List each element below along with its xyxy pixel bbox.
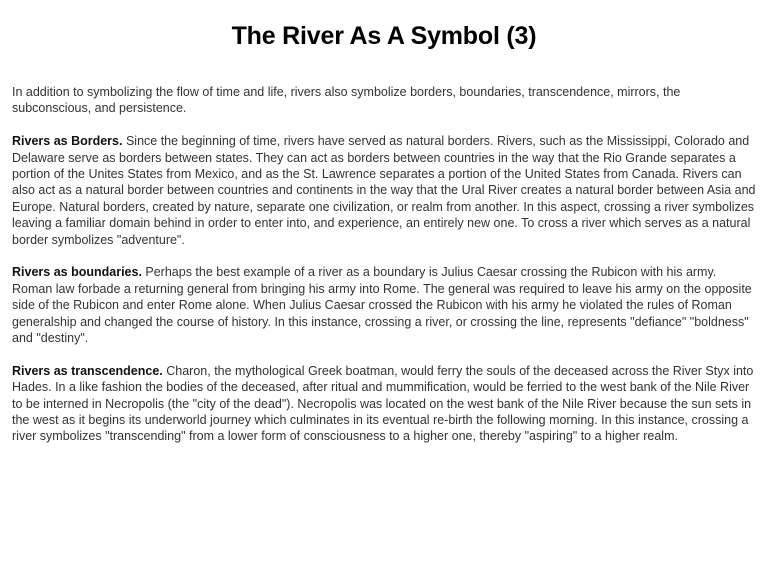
section-body: Perhaps the best example of a river as a boundary is Julius Caesar crossing the Rubicon with his army. Roman law forbade a returning general from bringing his army into Rome. The general was required to leave his army on the opposite side of the Rubicon and enter Rome alone. When Julius Caesar crossed the Rubicon with his army he violated the rules of Roman generalship and changed the course of history. In this instance, crossing a river, or crossing the line, represents "defiance" "boldness" and "destiny". [12, 265, 752, 346]
section-heading: Rivers as boundaries. [12, 265, 142, 280]
slide-title: The River As A Symbol (3) [231, 22, 537, 50]
section-boundaries [12, 264, 758, 346]
slide-content [12, 84, 758, 461]
section-heading: Rivers as transcendence. [12, 363, 163, 378]
section-heading: Rivers as Borders. [12, 134, 123, 149]
section-transcendence [12, 363, 758, 445]
section-body: Charon, the mythological Greek boatman, would ferry the souls of the deceased across the River Styx into Hades. In a like fashion the bodies of the deceased, after ritual and mummification, would be ferried to the west bank of the Nile River to be interned in Necropolis (the "city of the dead"). Necropolis was located on the west bank of the Nile River because the sun sets in the west as it begins its underworld journey which culminates in its eventual re-birth the following morning. In this instance, crossing a river symbolizes "transcending" from a lower form of consciousness to a higher one, thereby "aspiring" to a higher realm. [12, 363, 754, 444]
section-borders [12, 133, 758, 248]
intro-paragraph: In addition to symbolizing the flow of time and life, rivers also symbolize borders, boundaries, transcendence, mirrors, the subconscious, and persistence. [12, 85, 681, 116]
section-body: Since the beginning of time, rivers have served as natural borders. Rivers, such as the Mississippi, Colorado and Delaware serve as borders between states. They can act as borders between countries in the way that the Rio Grande separates a portion of the Unites States from Mexico, and as the St. Lawrence separates a portion of the United States from Canada. Rivers can also act as a natural border between countries and continents in the way that the Ural River creates a natural border between Asia and Europe. Natural borders, created by nature, separate one civilization, or realm from another. In this aspect, crossing a river symbolizes leaving a familiar domain behind in order to enter into, and experience, an entirely new one. To cross a river which serves as a natural border symbolizes "adventure". [12, 134, 756, 247]
